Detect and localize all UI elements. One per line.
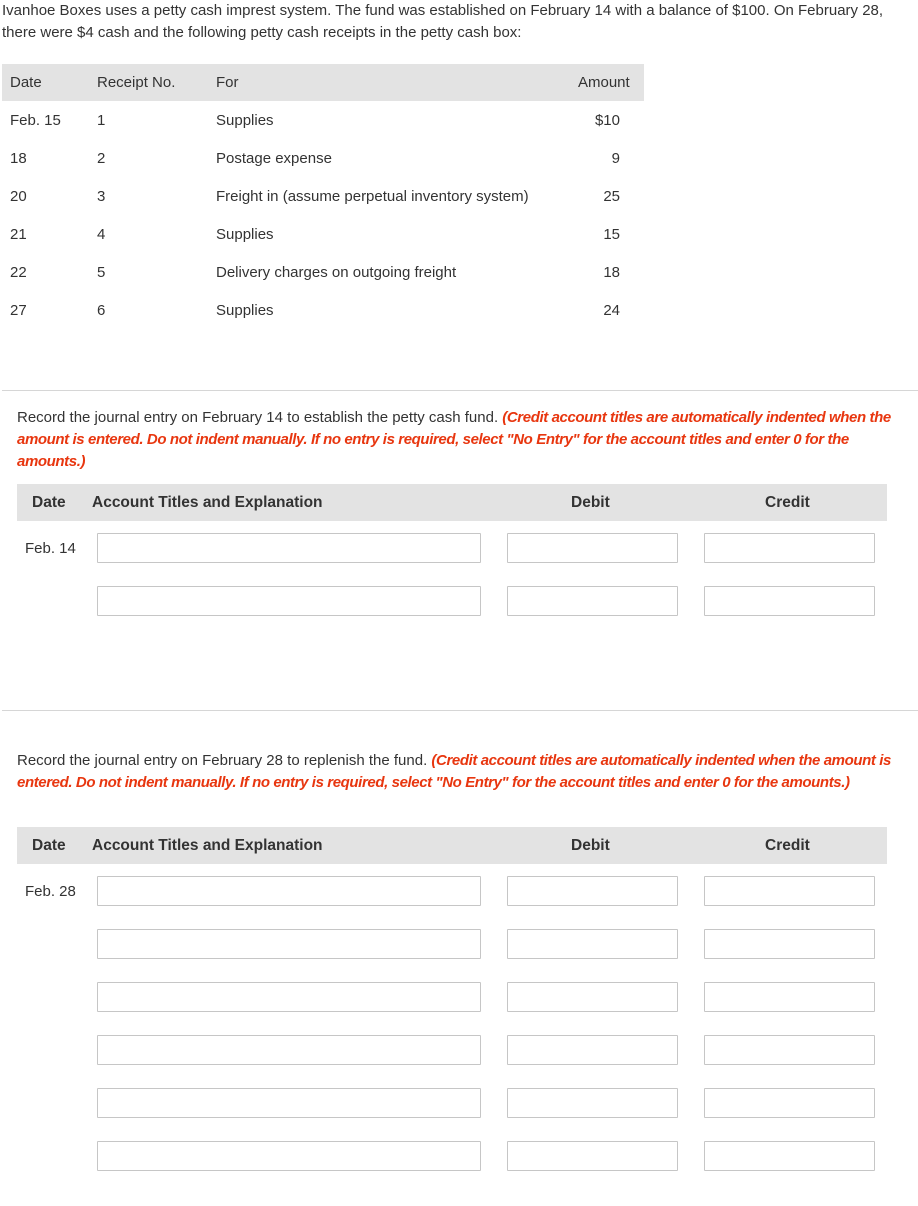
part1-date: Feb. 14 <box>25 540 76 557</box>
part1-instruction-note: (Credit account titles are automatically indented when the amount is entered. Do not indent manually. If no entry is required, select "No Entry" for the account titles and enter 0 for the amounts.) <box>17 409 891 470</box>
problem-intro: Ivanhoe Boxes uses a petty cash imprest system. The fund was established on February 14 with a balance of $100. On February 28, there were $4 cash and the following petty cash receipts in the petty cash box: <box>2 2 884 41</box>
part1-instruction <box>17 407 907 473</box>
receipt-cell-receipt: 4 <box>97 226 106 243</box>
part2-debit-input[interactable] <box>507 1141 678 1171</box>
part2-date: Feb. 28 <box>25 883 76 900</box>
receipts-header-receipt-no: Receipt No. <box>97 74 176 91</box>
receipts-header-date: Date <box>10 74 42 91</box>
receipts-header-amount: Amount <box>578 74 630 91</box>
receipt-cell-amount: 25 <box>603 188 620 205</box>
part2-debit-input[interactable] <box>507 929 678 959</box>
receipt-cell-date: 27 <box>10 302 27 319</box>
divider <box>2 710 918 711</box>
part2-instruction-text: Record the journal entry on February 28 to replenish the fund. <box>17 752 432 769</box>
part2-header-debit: Debit <box>571 837 610 854</box>
part2-account-title-input[interactable] <box>97 1141 481 1171</box>
part2-instruction-note: (Credit account titles are automatically indented when the amount is entered. Do not indent manually. If no entry is required, select "No Entry" for the account titles and enter 0 for the amounts.) <box>17 752 891 791</box>
part2-credit-input[interactable] <box>704 929 875 959</box>
part2-instruction <box>17 750 907 794</box>
part2-debit-input[interactable] <box>507 1088 678 1118</box>
receipt-cell-amount: $10 <box>594 112 620 129</box>
part1-header-date: Date <box>32 494 66 511</box>
part1-credit-input[interactable] <box>704 586 875 616</box>
receipt-cell-date: Feb. 15 <box>10 112 61 129</box>
part2-header-date: Date <box>32 837 66 854</box>
part1-debit-input[interactable] <box>507 533 678 563</box>
receipt-cell-date: 20 <box>10 188 27 205</box>
part1-header-debit: Debit <box>571 494 610 511</box>
receipt-cell-receipt: 5 <box>97 264 106 281</box>
divider <box>2 390 918 391</box>
part2-credit-input[interactable] <box>704 982 875 1012</box>
receipt-cell-amount: 15 <box>603 226 620 243</box>
receipt-cell-for: Supplies <box>216 226 274 243</box>
receipt-cell-receipt: 6 <box>97 302 106 319</box>
part1-header-credit: Credit <box>765 494 810 511</box>
receipt-cell-for: Delivery charges on outgoing freight <box>216 264 457 281</box>
part2-debit-input[interactable] <box>507 982 678 1012</box>
part1-credit-input[interactable] <box>704 533 875 563</box>
receipt-cell-date: 18 <box>10 150 27 167</box>
part1-header-account: Account Titles and Explanation <box>92 494 323 511</box>
part2-account-title-input[interactable] <box>97 929 481 959</box>
part2-account-title-input[interactable] <box>97 982 481 1012</box>
receipts-header-for: For <box>216 74 239 91</box>
part2-credit-input[interactable] <box>704 1088 875 1118</box>
part2-account-title-input[interactable] <box>97 1035 481 1065</box>
receipt-cell-receipt: 3 <box>97 188 106 205</box>
receipt-cell-receipt: 2 <box>97 150 106 167</box>
receipt-cell-receipt: 1 <box>97 112 106 129</box>
receipt-cell-date: 22 <box>10 264 27 281</box>
part2-header-account: Account Titles and Explanation <box>92 837 323 854</box>
part1-account-title-input[interactable] <box>97 586 481 616</box>
receipt-cell-amount: 24 <box>603 302 620 319</box>
part2-account-title-input[interactable] <box>97 876 481 906</box>
part2-debit-input[interactable] <box>507 876 678 906</box>
part1-debit-input[interactable] <box>507 586 678 616</box>
part2-credit-input[interactable] <box>704 1035 875 1065</box>
receipt-cell-amount: 9 <box>611 150 620 167</box>
receipt-cell-for: Postage expense <box>216 150 332 167</box>
part2-credit-input[interactable] <box>704 876 875 906</box>
receipt-cell-date: 21 <box>10 226 27 243</box>
part1-account-title-input[interactable] <box>97 533 481 563</box>
receipt-cell-for: Freight in (assume perpetual inventory system) <box>216 188 529 205</box>
receipt-cell-amount: 18 <box>603 264 620 281</box>
part2-credit-input[interactable] <box>704 1141 875 1171</box>
receipt-cell-for: Supplies <box>216 302 274 319</box>
part2-header-credit: Credit <box>765 837 810 854</box>
receipt-cell-for: Supplies <box>216 112 274 129</box>
part2-account-title-input[interactable] <box>97 1088 481 1118</box>
part1-instruction-text: Record the journal entry on February 14 to establish the petty cash fund. <box>17 409 503 426</box>
part2-debit-input[interactable] <box>507 1035 678 1065</box>
